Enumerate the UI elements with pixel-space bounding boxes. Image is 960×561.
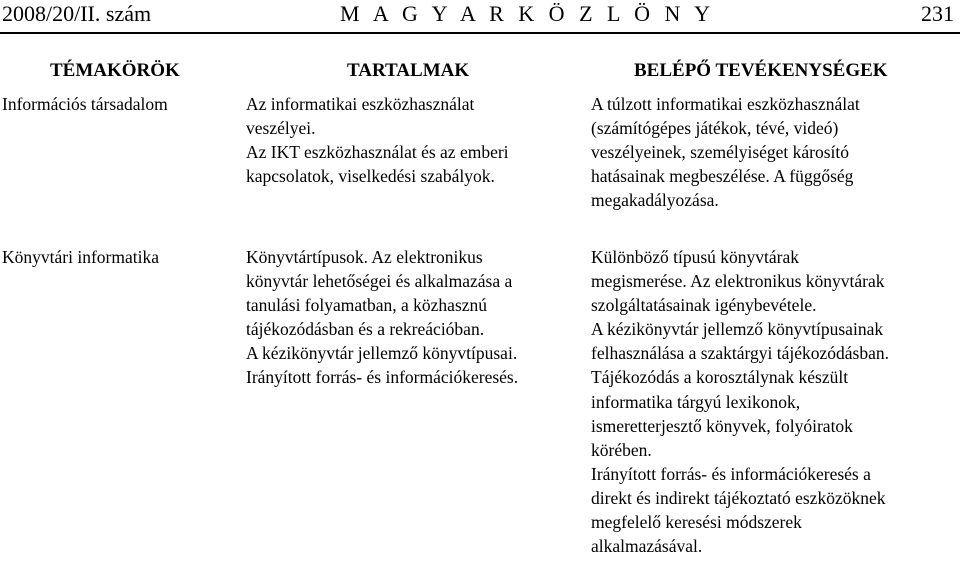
publication-title: M A G Y A R K Ö Z L Ö N Y [340,1,715,26]
activity-line: megakadályozása. [591,190,719,211]
row-topic [2,245,159,269]
content-line: kapcsolatok, viselkedési szabályok. [246,166,495,187]
issue-number: 2008/20/II. szám [2,1,152,26]
activity-line: veszélyeinek, személyiséget károsító [591,142,850,163]
activity-line: ismeretterjesztő könyvek, folyóiratok [591,415,853,436]
content-line: tájékozódásban és a rekreációban. [246,319,485,340]
activity-line: felhasználása a szaktárgyi tájékozódásban. [591,343,890,364]
content-line: Az informatikai eszközhasználat [246,94,475,114]
content-line: Az IKT eszközhasználat és az emberi [246,142,509,163]
activity-line: megfelelő keresési módszerek [591,512,802,533]
activity-line: informatika tárgyú lexikonok, [591,391,801,412]
activity-line: direkt és indirekt tájékoztató eszközöknek [591,487,886,508]
column-header-topics: TÉMAKÖRÖK [50,60,180,81]
page-number: 231 [921,1,954,26]
row-content [246,245,518,390]
activity-line: (számítógépes játékok, tévé, videó) [591,118,839,139]
column-header-activities: BELÉPŐ TEVÉKENYSÉGEK [634,60,888,81]
activity-line: szolgáltatásainak igénybevétele. [591,295,817,316]
row-activities [591,245,889,558]
content-line: A kézikönyvtár jellemző könyvtípusai. [246,343,518,364]
activity-line: megismerése. Az elektronikus könyvtárak [591,271,885,292]
activity-line: Különböző típusú könyvtárak [591,247,800,267]
topic-text: Információs társadalom [2,94,168,114]
content-line: könyvtár lehetőségei és alkalmazása a [246,271,513,292]
activity-line: A túlzott informatikai eszközhasználat [591,94,860,114]
row-activities [591,92,860,212]
row-topic [2,92,168,116]
content-line: tanulási folyamatban, a közhasznú [246,295,488,316]
activity-line: Tájékozódás a korosztálynak készült [591,367,849,388]
column-header-content: TARTALMAK [347,60,470,81]
header-rule [0,32,960,34]
content-line: veszélyei. [246,118,316,139]
content-line: Irányított forrás- és információkeresés. [246,367,519,388]
activity-line: hatásainak megbeszélése. A függőség [591,166,854,187]
activity-line: körében. [591,439,652,460]
page-header [0,0,960,30]
activity-line: A kézikönyvtár jellemző könyvtípusainak [591,319,884,340]
content-line: Könyvtártípusok. Az elektronikus [246,247,483,267]
topic-text: Könyvtári informatika [2,247,159,267]
activity-line: alkalmazásával. [591,536,703,557]
row-content [246,92,509,188]
activity-line: Irányított forrás- és információkeresés a [591,463,871,484]
